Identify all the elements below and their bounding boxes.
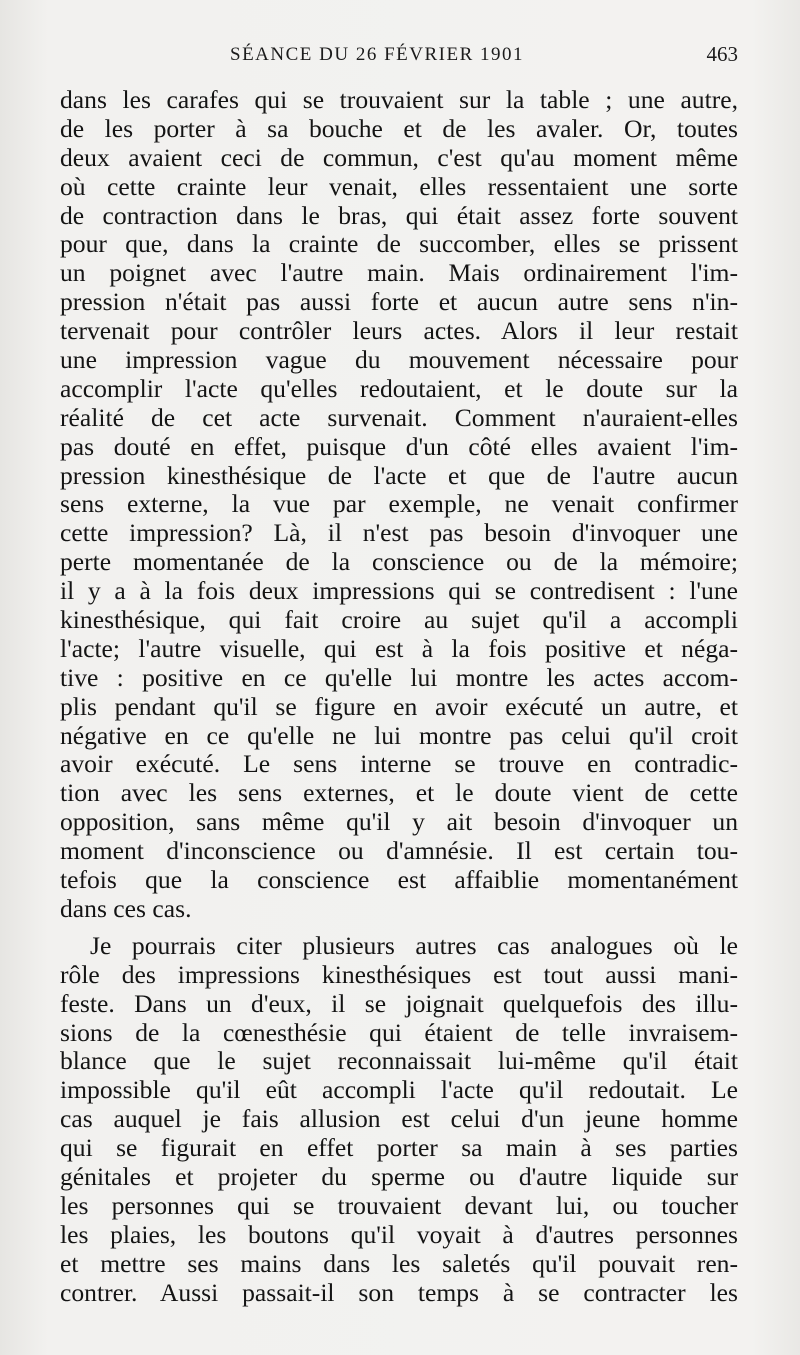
page-number: 463 xyxy=(706,42,738,66)
text-line: blance que le sujet reconnaissait lui-même qu'il était xyxy=(60,1046,738,1076)
text-line: feste. Dans un d'eux, il se joignait quelquefois des illu- xyxy=(60,988,738,1018)
text-line: de contraction dans le bras, qui était assez forte souvent xyxy=(60,200,738,230)
text-line: Je pourrais citer plusieurs autres cas analogues où le xyxy=(90,930,738,960)
text-line: pour que, dans la crainte de succomber, elles se prissent xyxy=(60,229,738,259)
text-line: une impression vague du mouvement nécessaire pour xyxy=(60,345,738,375)
text-line: génitales et projeter du sperme ou d'autre liquide sur xyxy=(60,1161,738,1191)
text-line: un poignet avec l'autre main. Mais ordinairement l'im- xyxy=(60,258,738,288)
text-line: impossible qu'il eût accompli l'acte qu'il redoutait. Le xyxy=(60,1075,738,1105)
text-line: accomplir l'acte qu'elles redoutaient, et le doute sur la xyxy=(60,373,738,403)
text-line: moment d'inconscience ou d'amnésie. Il est certain tou- xyxy=(60,836,738,866)
text-line: plis pendant qu'il se figure en avoir exécuté un autre, et xyxy=(60,691,738,721)
text-line: tefois que la conscience est affaiblie momentanément xyxy=(60,865,738,895)
text-line: pression kinesthésique de l'acte et que de l'autre aucun xyxy=(60,460,738,490)
text-line: réalité de cet acte survenait. Comment n'auraient-elles xyxy=(60,402,738,432)
paragraph-2 xyxy=(60,932,738,1308)
text-line: tervenait pour contrôler leurs actes. Alors il leur restait xyxy=(60,316,738,346)
text-line: pas douté en effet, puisque d'un côté elles avaient l'im- xyxy=(60,431,738,461)
text-line: rôle des impressions kinesthésiques est tout aussi mani- xyxy=(60,959,738,989)
paragraph-1 xyxy=(60,86,738,924)
text-line: kinesthésique, qui fait croire au sujet qu'il a accompli xyxy=(60,605,738,635)
text-line: sions de la cœnesthésie qui étaient de telle invraisem- xyxy=(60,1017,738,1047)
text-line: cette impression? Là, il n'est pas besoin d'invoquer une xyxy=(60,518,738,548)
text-line: tive : positive en ce qu'elle lui montre les actes accom- xyxy=(60,662,738,692)
body-text xyxy=(60,86,738,1307)
text-line: les plaies, les boutons qu'il voyait à d'autres personnes xyxy=(60,1219,738,1249)
text-line: les personnes qui se trouvaient devant lui, ou toucher xyxy=(60,1190,738,1220)
text-line: de les porter à sa bouche et de les avaler. Or, toutes xyxy=(60,113,738,143)
text-line: avoir exécuté. Le sens interne se trouve en contradic- xyxy=(60,749,738,779)
text-line: opposition, sans même qu'il y ait besoin d'invoquer un xyxy=(60,807,738,837)
text-line: tion avec les sens externes, et le doute vient de cette xyxy=(60,778,738,808)
text-line: l'acte; l'autre visuelle, qui est à la fois positive et néga- xyxy=(60,633,738,663)
text-line: où cette crainte leur venait, elles ressentaient une sorte xyxy=(60,171,738,201)
text-line: dans ces cas. xyxy=(60,893,192,923)
text-line: sens externe, la vue par exemple, ne venait confirmer xyxy=(60,489,738,519)
text-line: pression n'était pas aussi forte et aucun autre sens n'in- xyxy=(60,287,738,317)
text-line: dans les carafes qui se trouvaient sur la table ; une autre, xyxy=(60,85,738,114)
text-line: contrer. Aussi passait-il son temps à se contracter les xyxy=(60,1277,738,1307)
text-line: et mettre ses mains dans les saletés qu'il pouvait ren- xyxy=(60,1248,738,1278)
text-line: deux avaient ceci de commun, c'est qu'au moment même xyxy=(60,142,738,172)
text-line: perte momentanée de la conscience ou de la mémoire; xyxy=(60,547,738,577)
running-title: SÉANCE DU 26 FÉVRIER 1901 xyxy=(230,44,525,65)
text-line: négative en ce qu'elle ne lui montre pas celui qu'il croit xyxy=(60,720,738,750)
text-line: il y a à la fois deux impressions qui se contredisent : l'une xyxy=(60,576,738,606)
page-header xyxy=(60,38,738,78)
text-line: qui se figurait en effet porter sa main à ses parties xyxy=(60,1133,738,1163)
text-line: cas auquel je fais allusion est celui d'un jeune homme xyxy=(60,1104,738,1134)
